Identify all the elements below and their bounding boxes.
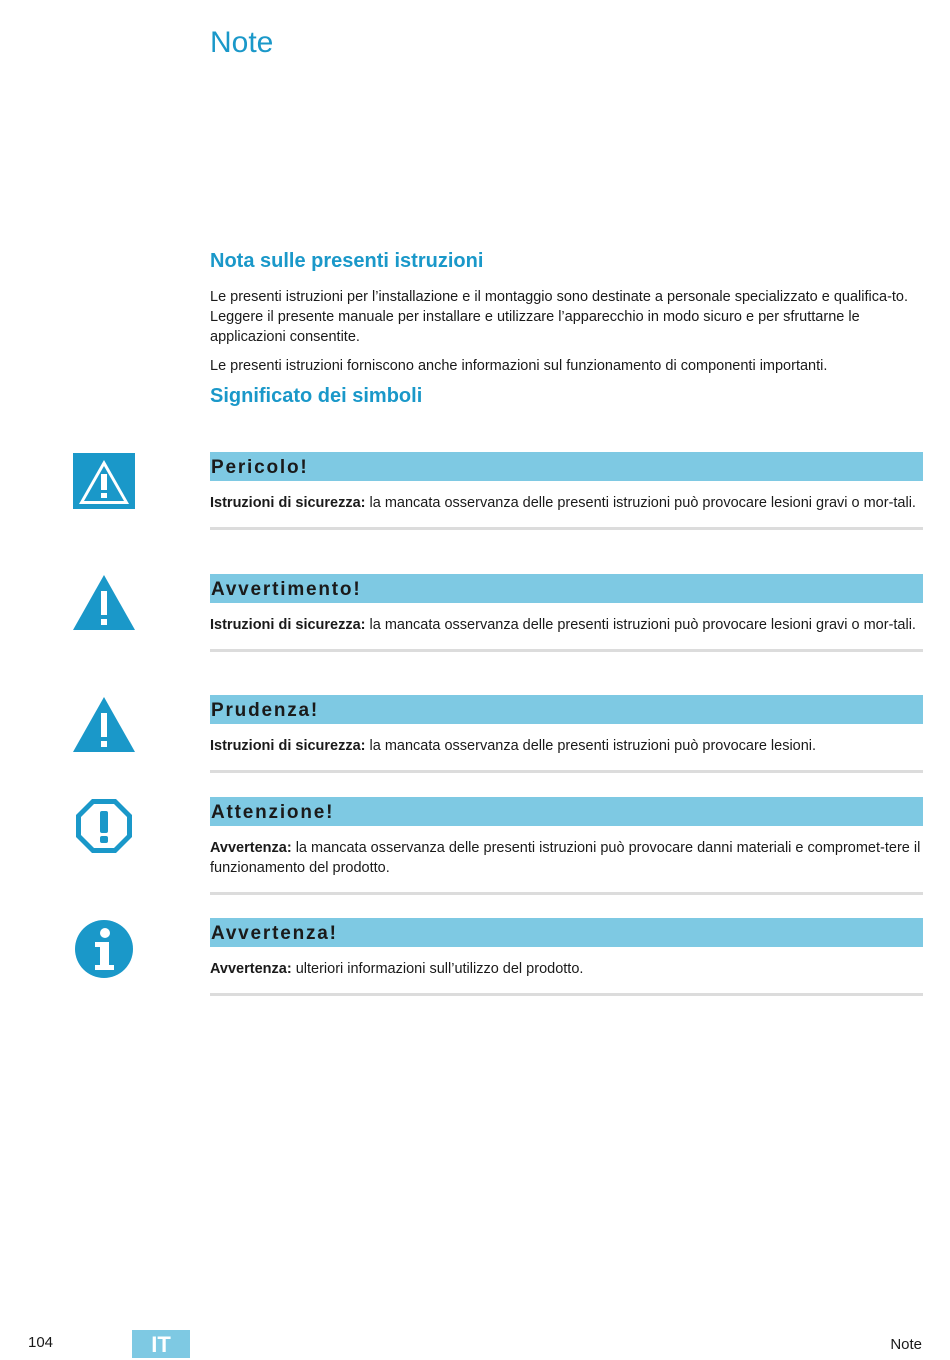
notice-body: la mancata osservanza delle presenti istruzioni può provocare lesioni gravi o mor-tali. [365,617,916,633]
intro-paragraph-1: Le presenti istruzioni per l’installazione e il montaggio sono destinate a personale specializzato e qualifica-to. Leggere il presente manuale per installare e utilizzare l’apparecchio in modo sicuro e per sfruttarne le applicazioni consentite. [210,289,909,345]
danger-warning-icon [72,452,136,512]
notice-text [210,615,923,635]
page-title: Note [210,26,274,59]
caution-triangle-icon [72,695,136,755]
notice-caution [210,695,923,773]
notice-label: Avvertenza: [210,840,292,856]
notice-body: la mancata osservanza delle presenti istruzioni può provocare lesioni gravi o mor-tali. [365,495,916,511]
info-icon [72,918,136,978]
notice-danger [210,452,923,530]
footer-section-name: Note [890,1336,922,1353]
notice-attention [210,797,923,895]
divider [210,993,923,996]
notice-label: Istruzioni di sicurezza: [210,617,366,633]
notice-body: ulteriori informazioni sull’utilizzo del prodotto. [291,961,584,977]
warning-triangle-icon [72,573,136,633]
divider [210,892,923,895]
notice-warning [210,574,923,652]
page-number: 104 [28,1334,54,1351]
notice-title: Avvertimento! [210,574,923,603]
notice-body: la mancata osservanza delle presenti istruzioni può provocare danni materiali e compromet-tere il funzionamento del prodotto. [210,840,921,876]
notice-text [210,838,923,878]
notice-title: Prudenza! [210,695,923,724]
notice-body: la mancata osservanza delle presenti istruzioni può provocare lesioni. [365,738,817,754]
language-tag: IT [132,1330,190,1358]
divider [210,649,923,652]
symbols-heading: Significato dei simboli [210,385,423,407]
notice-title: Pericolo! [210,452,923,481]
notice-title: Avvertenza! [210,918,923,947]
notice-title: Attenzione! [210,797,923,826]
intro-heading: Nota sulle presenti istruzioni [210,250,484,272]
notice-label: Avvertenza: [210,961,292,977]
intro-section [210,250,923,422]
divider [210,770,923,773]
notice-info [210,918,923,996]
notice-text [210,959,923,979]
divider [210,527,923,530]
attention-octagon-icon [72,796,136,856]
notice-text [210,736,923,756]
intro-paragraph-2: Le presenti istruzioni forniscono anche informazioni sul funzionamento di componenti importanti. [210,358,828,374]
notice-text [210,493,923,513]
notice-label: Istruzioni di sicurezza: [210,495,366,511]
notice-label: Istruzioni di sicurezza: [210,738,366,754]
